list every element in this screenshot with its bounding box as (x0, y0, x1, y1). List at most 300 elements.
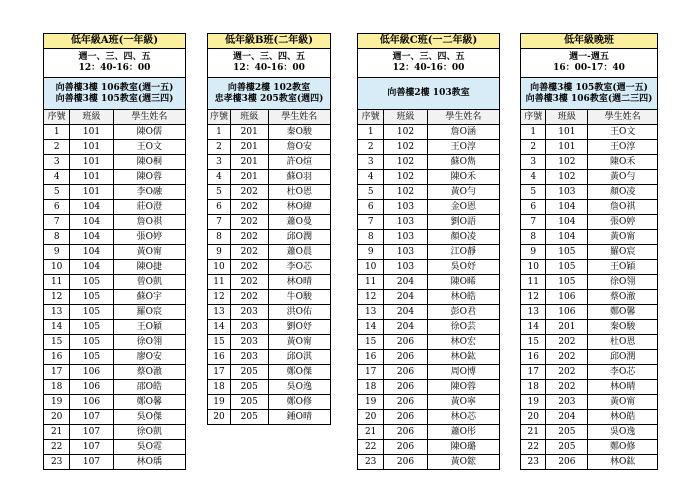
table-row (358, 170, 499, 185)
seq-cell: 17 (208, 365, 230, 380)
student-name-cell: 吳O傑 (113, 410, 185, 425)
class-cell: 205 (546, 425, 588, 440)
student-name-cell: 邱O淇 (268, 350, 330, 365)
table-row (521, 455, 657, 470)
table-row (521, 155, 657, 170)
student-name-cell: 王O淳 (588, 140, 657, 155)
table-row (521, 305, 657, 320)
table-row (521, 245, 657, 260)
class-cell: 102 (384, 125, 427, 140)
table-row (521, 395, 657, 410)
student-name-cell: 徐O翎 (113, 335, 185, 350)
schedule-days: 週一、三、四、五 (392, 52, 465, 62)
student-name-cell: 陳O捷 (113, 260, 185, 275)
table-row (44, 155, 185, 170)
seq-cell: 9 (208, 245, 230, 260)
class-cell: 205 (230, 395, 268, 410)
class-cell: 203 (230, 305, 268, 320)
seq-cell: 4 (521, 170, 546, 185)
class-cell: 202 (230, 200, 268, 215)
student-name-cell: 吳O妤 (427, 260, 499, 275)
student-name-cell: 林O緯 (268, 200, 330, 215)
header-name: 學生姓名 (268, 110, 330, 125)
seq-cell: 13 (358, 305, 384, 320)
student-name-cell: 黃O鋐 (427, 455, 499, 470)
table-row (358, 290, 499, 305)
class-cell: 206 (384, 440, 427, 455)
class-cell: 201 (230, 140, 268, 155)
seq-cell: 14 (208, 320, 230, 335)
class-cell: 204 (384, 305, 427, 320)
seq-cell: 6 (208, 200, 230, 215)
table-row (208, 215, 330, 230)
header-seq: 序號 (44, 110, 70, 125)
class-cell: 104 (70, 230, 113, 245)
class-cell: 107 (70, 455, 113, 470)
table-row (358, 125, 499, 140)
seq-cell: 22 (358, 440, 384, 455)
student-name-cell: 蘇O雋 (427, 155, 499, 170)
seq-cell: 13 (208, 305, 230, 320)
seq-cell: 1 (358, 125, 384, 140)
class-cell: 105 (70, 290, 113, 305)
seq-cell: 11 (44, 275, 70, 290)
schedule-time (358, 49, 499, 78)
table-row (208, 140, 330, 155)
student-name-cell: 牛O駿 (268, 290, 330, 305)
table-row (358, 140, 499, 155)
class-cell: 101 (70, 170, 113, 185)
schedule-hours: 12：40-16：00 (392, 63, 465, 73)
student-name-cell: 羅O宸 (588, 245, 657, 260)
student-name-cell: 詹O祺 (588, 200, 657, 215)
class-block-evening (520, 33, 658, 470)
schedule-days: 週一-週五 (569, 52, 609, 62)
student-name-cell: 吳O逸 (268, 380, 330, 395)
table-row (44, 275, 185, 290)
schedule-hours: 12：40-16：00 (78, 63, 151, 73)
seq-cell: 18 (208, 380, 230, 395)
class-cell: 205 (546, 440, 588, 455)
student-name-cell: 黃O甯 (588, 395, 657, 410)
seq-cell: 15 (208, 335, 230, 350)
header-name: 學生姓名 (113, 110, 185, 125)
student-name-cell: 林O芯 (427, 410, 499, 425)
class-cell: 203 (230, 320, 268, 335)
class-cell: 103 (384, 200, 427, 215)
class-cell: 206 (384, 335, 427, 350)
seq-cell: 14 (521, 320, 546, 335)
header-seq: 序號 (521, 110, 546, 125)
seq-cell: 16 (208, 350, 230, 365)
table-row (521, 125, 657, 140)
seq-cell: 16 (358, 350, 384, 365)
classroom-location (521, 78, 657, 110)
seq-cell: 4 (44, 170, 70, 185)
student-name-cell: 徐O芸 (427, 320, 499, 335)
student-name-cell: 秦O駿 (268, 125, 330, 140)
student-name-cell: 王O穎 (113, 320, 185, 335)
header-name: 學生姓名 (588, 110, 657, 125)
header-seq: 序號 (358, 110, 384, 125)
student-name-cell: 李O芯 (268, 260, 330, 275)
seq-cell: 14 (358, 320, 384, 335)
student-name-cell: 邱O潤 (588, 350, 657, 365)
class-cell: 202 (230, 230, 268, 245)
seq-cell: 17 (44, 365, 70, 380)
table-row (44, 200, 185, 215)
class-cell: 206 (384, 365, 427, 380)
student-name-cell: 蕭O彤 (427, 425, 499, 440)
student-table (44, 110, 185, 469)
seq-cell: 21 (521, 425, 546, 440)
block-title: 低年級晚班 (521, 34, 657, 49)
table-row (44, 140, 185, 155)
student-name-cell: 鄭O馨 (588, 305, 657, 320)
table-row (358, 350, 499, 365)
table-row (358, 320, 499, 335)
seq-cell: 5 (521, 185, 546, 200)
table-row (358, 245, 499, 260)
class-cell: 101 (546, 125, 588, 140)
seq-cell: 1 (521, 125, 546, 140)
class-cell: 105 (70, 275, 113, 290)
seq-cell: 4 (208, 170, 230, 185)
class-cell: 102 (384, 170, 427, 185)
seq-cell: 12 (208, 290, 230, 305)
seq-cell: 1 (44, 125, 70, 140)
seq-cell: 18 (44, 380, 70, 395)
table-row (521, 410, 657, 425)
table-row (208, 395, 330, 410)
classroom-location (44, 78, 185, 110)
student-name-cell: 杜O恩 (268, 185, 330, 200)
location-line-2: 向善樓3樓 105教室(週三四) (55, 93, 174, 104)
student-name-cell: 劉O語 (427, 215, 499, 230)
student-name-cell: 江O靜 (427, 245, 499, 260)
student-name-cell: 彭O君 (427, 305, 499, 320)
class-cell: 201 (230, 170, 268, 185)
student-name-cell: 王O淳 (427, 140, 499, 155)
class-cell: 107 (70, 425, 113, 440)
class-cell: 107 (70, 440, 113, 455)
class-cell: 105 (70, 335, 113, 350)
seq-cell: 19 (521, 395, 546, 410)
seq-cell: 3 (208, 155, 230, 170)
table-row (44, 170, 185, 185)
student-name-cell: 吳O霓 (113, 440, 185, 455)
class-cell: 201 (230, 125, 268, 140)
student-name-cell: 許O煊 (268, 155, 330, 170)
class-cell: 101 (70, 185, 113, 200)
table-row (521, 275, 657, 290)
student-table (521, 110, 657, 469)
class-cell: 103 (546, 185, 588, 200)
table-row (358, 260, 499, 275)
table-row (358, 230, 499, 245)
student-name-cell: 徐O翎 (588, 275, 657, 290)
table-row (208, 410, 330, 425)
student-name-cell: 邵O皓 (113, 380, 185, 395)
seq-cell: 11 (208, 275, 230, 290)
block-title: 低年級B班(二年級) (208, 34, 330, 49)
class-cell: 101 (70, 125, 113, 140)
class-cell: 202 (230, 290, 268, 305)
header-class: 班級 (546, 110, 588, 125)
student-name-cell: 鄭O傑 (268, 365, 330, 380)
class-cell: 203 (230, 350, 268, 365)
class-cell: 203 (230, 335, 268, 350)
table-row (44, 215, 185, 230)
table-row (358, 365, 499, 380)
seq-cell: 15 (358, 335, 384, 350)
student-name-cell: 黃O寧 (427, 395, 499, 410)
student-name-cell: 邱O潤 (268, 230, 330, 245)
table-row (521, 440, 657, 455)
class-cell: 105 (546, 245, 588, 260)
table-row (208, 350, 330, 365)
table-row (208, 200, 330, 215)
student-name-cell: 蔡O澈 (588, 290, 657, 305)
table-row (521, 350, 657, 365)
class-cell: 202 (230, 245, 268, 260)
seq-cell: 11 (358, 275, 384, 290)
class-cell: 104 (70, 260, 113, 275)
student-name-cell: 莊O澄 (113, 200, 185, 215)
student-name-cell: 張O婷 (113, 230, 185, 245)
class-cell: 206 (384, 350, 427, 365)
student-name-cell: 詹O安 (268, 140, 330, 155)
student-name-cell: 詹O祺 (113, 215, 185, 230)
seq-cell: 7 (44, 215, 70, 230)
student-name-cell: 鄭O馨 (113, 395, 185, 410)
table-row (44, 335, 185, 350)
student-name-cell: 黃O勻 (588, 170, 657, 185)
seq-cell: 23 (521, 455, 546, 470)
seq-cell: 22 (44, 440, 70, 455)
table-row (521, 185, 657, 200)
student-name-cell: 鄭O修 (268, 395, 330, 410)
class-cell: 103 (384, 230, 427, 245)
class-cell: 102 (546, 170, 588, 185)
class-cell: 105 (70, 350, 113, 365)
seq-cell: 22 (521, 440, 546, 455)
student-name-cell: 王O文 (588, 125, 657, 140)
seq-cell: 16 (44, 350, 70, 365)
table-row (521, 140, 657, 155)
table-row (521, 335, 657, 350)
student-name-cell: 林O晴 (588, 380, 657, 395)
seq-cell: 21 (358, 425, 384, 440)
student-name-cell: 顏O凌 (588, 185, 657, 200)
seq-cell: 5 (208, 185, 230, 200)
classroom-location (358, 78, 499, 110)
student-name-cell: 林O皓 (427, 290, 499, 305)
seq-cell: 6 (358, 200, 384, 215)
table-row (521, 380, 657, 395)
class-cell: 102 (384, 140, 427, 155)
table-row (44, 230, 185, 245)
student-name-cell: 蕭O曼 (268, 215, 330, 230)
seq-cell: 15 (521, 335, 546, 350)
student-name-cell: 陳O睎 (427, 275, 499, 290)
class-cell: 105 (70, 320, 113, 335)
student-name-cell: 黃O甯 (588, 230, 657, 245)
student-name-cell: 秦O駿 (588, 320, 657, 335)
seq-cell: 5 (44, 185, 70, 200)
table-row (521, 365, 657, 380)
student-name-cell: 陳O蓉 (427, 380, 499, 395)
class-cell: 206 (384, 380, 427, 395)
student-table (358, 110, 499, 469)
class-cell: 202 (230, 215, 268, 230)
class-cell: 106 (70, 365, 113, 380)
seq-cell: 1 (208, 125, 230, 140)
table-header-row (358, 110, 499, 125)
table-row (358, 455, 499, 470)
class-cell: 202 (546, 365, 588, 380)
seq-cell: 19 (358, 395, 384, 410)
seq-cell: 17 (521, 365, 546, 380)
table-row (208, 125, 330, 140)
seq-cell: 13 (521, 305, 546, 320)
student-name-cell: 杜O恩 (588, 335, 657, 350)
class-cell: 106 (546, 305, 588, 320)
seq-cell: 20 (521, 410, 546, 425)
table-row (208, 155, 330, 170)
table-row (521, 425, 657, 440)
student-name-cell: 王O文 (113, 140, 185, 155)
student-name-cell: 廖O安 (113, 350, 185, 365)
table-row (521, 260, 657, 275)
class-cell: 206 (546, 455, 588, 470)
schedule-hours: 12：40-16：00 (233, 63, 305, 73)
block-title: 低年級A班(一年級) (44, 34, 185, 49)
table-row (521, 290, 657, 305)
class-cell: 106 (70, 380, 113, 395)
table-row (208, 320, 330, 335)
student-name-cell: 李O芯 (588, 365, 657, 380)
seq-cell: 3 (44, 155, 70, 170)
table-row (44, 365, 185, 380)
seq-cell: 8 (208, 230, 230, 245)
table-row (358, 395, 499, 410)
class-cell: 206 (384, 410, 427, 425)
student-name-cell: 洪O佑 (268, 305, 330, 320)
table-row (208, 185, 330, 200)
seq-cell: 8 (358, 230, 384, 245)
seq-cell: 13 (44, 305, 70, 320)
student-name-cell: 周O博 (427, 365, 499, 380)
student-name-cell: 金O恩 (427, 200, 499, 215)
student-name-cell: 林O晴 (268, 275, 330, 290)
class-cell: 205 (230, 380, 268, 395)
seq-cell: 8 (521, 230, 546, 245)
class-cell: 206 (384, 455, 427, 470)
table-row (358, 425, 499, 440)
seq-cell: 2 (521, 140, 546, 155)
class-cell: 205 (230, 365, 268, 380)
table-row (44, 425, 185, 440)
table-row (208, 230, 330, 245)
classroom-location (208, 78, 330, 110)
class-cell: 103 (384, 260, 427, 275)
seq-cell: 10 (208, 260, 230, 275)
class-cell: 101 (546, 140, 588, 155)
seq-cell: 23 (358, 455, 384, 470)
header-class: 班級 (384, 110, 427, 125)
header-class: 班級 (230, 110, 268, 125)
student-name-cell: 黃O甯 (113, 245, 185, 260)
student-name-cell: 陳O儒 (113, 125, 185, 140)
student-name-cell: 曾O凱 (113, 275, 185, 290)
seq-cell: 23 (44, 455, 70, 470)
student-name-cell: 黃O勻 (427, 185, 499, 200)
student-name-cell: 鄭O修 (588, 440, 657, 455)
seq-cell: 4 (358, 170, 384, 185)
table-row (208, 365, 330, 380)
table-row (358, 155, 499, 170)
table-row (358, 275, 499, 290)
seq-cell: 18 (521, 380, 546, 395)
schedule-days: 週一、三、四、五 (232, 52, 305, 62)
class-cell: 104 (546, 215, 588, 230)
student-name-cell: 蔡O澈 (113, 365, 185, 380)
table-row (208, 260, 330, 275)
seq-cell: 2 (208, 140, 230, 155)
seq-cell: 21 (44, 425, 70, 440)
seq-cell: 12 (521, 290, 546, 305)
class-cell: 101 (70, 140, 113, 155)
class-block-b (207, 33, 331, 425)
seq-cell: 5 (358, 185, 384, 200)
seq-cell: 8 (44, 230, 70, 245)
class-cell: 104 (70, 200, 113, 215)
student-name-cell: 黃O甯 (268, 335, 330, 350)
schedule-time (44, 49, 185, 78)
student-name-cell: 林O鈜 (588, 455, 657, 470)
seq-cell: 9 (44, 245, 70, 260)
table-row (208, 380, 330, 395)
seq-cell: 16 (521, 350, 546, 365)
class-cell: 105 (546, 275, 588, 290)
table-row (44, 380, 185, 395)
location-line-1: 向善樓3樓 105教室(週一五) (530, 82, 648, 93)
student-name-cell: 羅O宸 (113, 305, 185, 320)
class-cell: 201 (230, 155, 268, 170)
student-name-cell: 陳O禾 (588, 155, 657, 170)
table-row (521, 215, 657, 230)
class-cell: 103 (384, 215, 427, 230)
table-row (521, 200, 657, 215)
student-name-cell: 陳O禾 (427, 170, 499, 185)
class-cell: 202 (546, 335, 588, 350)
seq-cell: 14 (44, 320, 70, 335)
seq-cell: 19 (44, 395, 70, 410)
seq-cell: 7 (358, 215, 384, 230)
table-row (44, 440, 185, 455)
location-line-1: 向善樓3樓 106教室(週一五) (55, 82, 174, 93)
table-row (44, 395, 185, 410)
location-line-1: 向善樓2樓 102教室 (227, 82, 311, 93)
seq-cell: 9 (358, 245, 384, 260)
header-class: 班級 (70, 110, 113, 125)
student-name-cell: 王O穎 (588, 260, 657, 275)
class-cell: 203 (546, 395, 588, 410)
block-title: 低年級C班(一二年級) (358, 34, 499, 49)
seq-cell: 7 (208, 215, 230, 230)
student-name-cell: 顏O凌 (427, 230, 499, 245)
